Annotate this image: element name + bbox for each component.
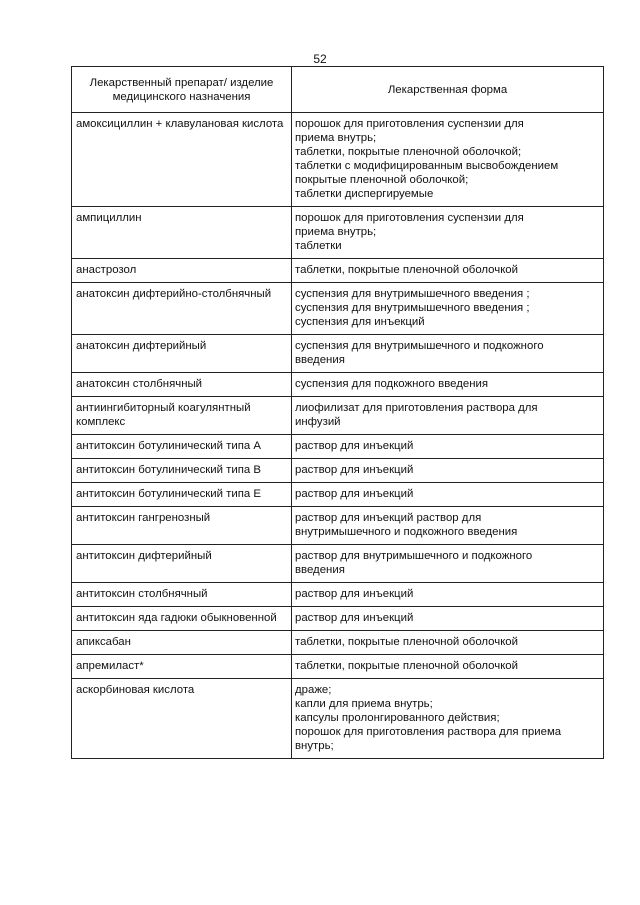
drug-name: антитоксин ботулинический типа В [76, 464, 261, 476]
dosage-form-cell [292, 483, 604, 507]
dosage-form-line: раствор для инъекций [295, 612, 414, 624]
drug-name: аскорбиновая кислота [76, 684, 195, 696]
dosage-form-cell [292, 459, 604, 483]
dosage-form-line: капсулы пролонгированного действия; [295, 712, 500, 724]
dosage-form-line: раствор для инъекций раствор для [295, 512, 482, 524]
drug-name-cell [72, 459, 292, 483]
drug-name: антитоксин яда гадюки обыкновенной [76, 612, 277, 624]
form-column-header-text: Лекарственная форма [387, 83, 508, 96]
dosage-form-line: таблетки [295, 240, 342, 252]
header-row [72, 67, 604, 113]
dosage-form-cell [292, 113, 604, 207]
drug-name-cell [72, 435, 292, 459]
table-row [72, 507, 604, 545]
dosage-form-line: суспензия для инъекций [295, 316, 425, 328]
dosage-form-line: введения [295, 564, 345, 576]
dosage-form-line: таблетки, покрытые пленочной оболочкой; [295, 146, 522, 158]
dosage-form-cell [292, 679, 604, 759]
drug-name-cell [72, 373, 292, 397]
drug-name-cell [72, 507, 292, 545]
dosage-form-cell [292, 373, 604, 397]
drug-name: анатоксин дифтерийно-столбнячный [76, 288, 272, 300]
dosage-form-cell [292, 283, 604, 335]
drug-name: антитоксин гангренозный [76, 512, 211, 524]
dosage-form-cell [292, 607, 604, 631]
dosage-form-line: драже; [295, 684, 332, 696]
dosage-form-line: порошок для приготовления суспензии для [295, 118, 524, 130]
dosage-form-line: приема внутрь; [295, 132, 377, 144]
table-row [72, 655, 604, 679]
drug-column-header-text: Лекарственный препарат/ изделие медицинского назначения [89, 76, 274, 103]
drug-name-cell [72, 259, 292, 283]
form-column-header [292, 67, 604, 113]
table-row [72, 113, 604, 207]
table-row [72, 335, 604, 373]
dosage-form-cell [292, 259, 604, 283]
table-row [72, 259, 604, 283]
dosage-form-cell [292, 397, 604, 435]
dosage-form-line: таблетки, покрытые пленочной оболочкой [295, 660, 519, 672]
table-row [72, 373, 604, 397]
page-number: 52 [313, 52, 327, 66]
drug-name-cell [72, 631, 292, 655]
dosage-form-line: раствор для инъекций [295, 464, 414, 476]
table-row [72, 607, 604, 631]
drug-name-cell [72, 679, 292, 759]
drug-column-header [72, 67, 292, 113]
dosage-form-line: раствор для внутримышечного и подкожного [295, 550, 533, 562]
table-body [72, 113, 604, 759]
drug-name-cell [72, 335, 292, 373]
drug-name-cell [72, 483, 292, 507]
drug-name: антитоксин ботулинический типа А [76, 440, 261, 452]
table-row [72, 283, 604, 335]
dosage-form-cell [292, 335, 604, 373]
drug-name: анастрозол [76, 264, 137, 276]
dosage-form-cell [292, 583, 604, 607]
dosage-form-line: внутрь; [295, 740, 334, 752]
dosage-form-line: суспензия для внутримышечного введения ; [295, 302, 530, 314]
drug-name: антитоксин ботулинический типа Е [76, 488, 261, 500]
dosage-form-line: таблетки с модифицированным высвобождением [295, 160, 559, 172]
table-row [72, 435, 604, 459]
table-row [72, 459, 604, 483]
drug-name: апремиласт* [76, 660, 144, 672]
dosage-form-line: таблетки, покрытые пленочной оболочкой [295, 636, 519, 648]
dosage-form-cell [292, 435, 604, 459]
table-row [72, 397, 604, 435]
dosage-form-line: внутримышечного и подкожного введения [295, 526, 518, 538]
table-row [72, 583, 604, 607]
dosage-form-cell [292, 545, 604, 583]
drug-name: антитоксин столбнячный [76, 588, 208, 600]
dosage-form-line: инфузий [295, 416, 341, 428]
drug-name-cell [72, 655, 292, 679]
drug-name: ампициллин [76, 212, 142, 224]
table-row [72, 207, 604, 259]
drug-name-cell [72, 607, 292, 631]
table-row [72, 631, 604, 655]
drug-name: апиксабан [76, 636, 131, 648]
dosage-form-line: введения [295, 354, 345, 366]
dosage-form-line: раствор для инъекций [295, 588, 414, 600]
table-row [72, 679, 604, 759]
dosage-form-line: порошок для приготовления раствора для приема [295, 726, 562, 738]
drug-name: анатоксин столбнячный [76, 378, 203, 390]
drug-name-cell [72, 583, 292, 607]
drug-name-cell [72, 113, 292, 207]
drug-name-cell [72, 397, 292, 435]
drug-name: антиингибиторный коагулянтный комплекс [76, 402, 251, 428]
dosage-form-cell [292, 655, 604, 679]
drug-name-cell [72, 207, 292, 259]
dosage-form-line: суспензия для подкожного введения [295, 378, 489, 390]
dosage-form-line: суспензия для внутримышечного и подкожного [295, 340, 544, 352]
dosage-form-line: лиофилизат для приготовления раствора для [295, 402, 538, 414]
dosage-form-cell [292, 631, 604, 655]
dosage-form-line: таблетки диспергируемые [295, 188, 434, 200]
dosage-form-cell [292, 507, 604, 545]
dosage-form-line: таблетки, покрытые пленочной оболочкой [295, 264, 519, 276]
dosage-form-line: покрытые пленочной оболочкой; [295, 174, 469, 186]
table-row [72, 545, 604, 583]
dosage-form-line: капли для приема внутрь; [295, 698, 433, 710]
drug-name: антитоксин дифтерийный [76, 550, 212, 562]
dosage-form-line: раствор для инъекций [295, 440, 414, 452]
table-header [72, 67, 604, 113]
dosage-form-line: раствор для инъекций [295, 488, 414, 500]
dosage-form-cell [292, 207, 604, 259]
table-row [72, 483, 604, 507]
drug-name: анатоксин дифтерийный [76, 340, 207, 352]
drug-name: амоксициллин + клавулановая кислота [76, 118, 284, 130]
drug-table [71, 66, 604, 759]
drug-name-cell [72, 283, 292, 335]
dosage-form-line: порошок для приготовления суспензии для [295, 212, 524, 224]
dosage-form-line: приема внутрь; [295, 226, 377, 238]
dosage-form-line: суспензия для внутримышечного введения ; [295, 288, 530, 300]
drug-name-cell [72, 545, 292, 583]
